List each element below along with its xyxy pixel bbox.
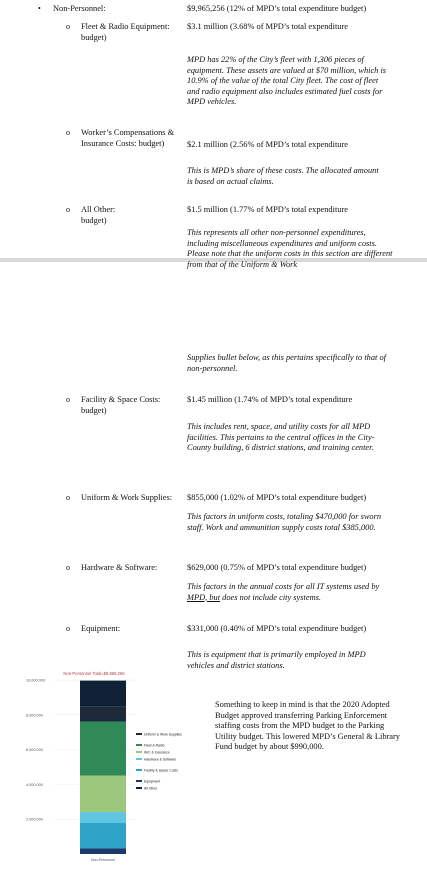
x-tick-label: Non-Personnel: [91, 858, 115, 862]
y-tick-label: 6,000,000: [26, 748, 43, 753]
sub-bullet: o: [66, 128, 70, 137]
item-amount-fleet: $3.1 million (3.68% of MPD’s total expenditure: [187, 22, 348, 31]
budget-note: Something to keep in mind is that the 2020 Adopted Budget approved transferring Parking Enforcement staffing costs from the MPD budget to the Parking Utility budget. This lowered MPD’s General & Library Fund budget by about $990,000.: [215, 700, 400, 752]
item-desc-facility: This includes rent, space, and utility costs for all MPD facilities. This pertains to the central offices in the City-County building, 6 district stations, and training center.: [187, 422, 375, 453]
item-desc-equipment: This is equipment that is primarily employed in MPD vehicles and district stations.: [187, 650, 366, 670]
bar-segment: [80, 707, 126, 722]
bar-segment: [80, 848, 126, 854]
item-amount-nonpersonnel: $9,965,256 (12% of MPD’s total expenditure budget): [187, 4, 367, 13]
item-desc-uniform: This factors in uniform costs, totaling $470,000 for sworn staff. Work and ammunition supply costs total $385,000.: [187, 512, 382, 532]
sub-bullet: o: [66, 563, 70, 572]
legend-label: All Other: [144, 786, 158, 791]
legend-label: Hardware & Software: [144, 757, 177, 762]
sub-bullet: o: [66, 395, 70, 404]
bar-segment: [80, 776, 126, 813]
item-desc-all-other-cont: Supplies bullet below, as this pertains specifically to that of non-personnel.: [187, 353, 386, 373]
item-label-fleet: Fleet & Radio Equipment: budget): [81, 22, 170, 42]
chart-title: Non-Personnel Total=$9,965,256: [63, 671, 125, 676]
y-tick-label: 8,000,000: [26, 713, 43, 718]
legend-label: W/C & Insurance: [144, 750, 170, 755]
legend-label: Fleet & Radio: [144, 743, 165, 748]
bullet: •: [38, 4, 41, 13]
sub-bullet: o: [66, 22, 70, 31]
sub-bullet: o: [66, 205, 70, 214]
chart-svg: [24, 668, 184, 868]
y-tick-label: 4,000,000: [26, 782, 43, 787]
item-desc-fleet: MPD has 22% of the City’s fleet with 1,306 pieces of equipment. These assets are valued at $70 million, which is 10.9% of the value of the total City fleet. The cost of fleet and radio equipment also includes estimated fuel costs for MPD vehicles.: [187, 55, 387, 107]
legend-label: Equipment: [144, 779, 161, 784]
item-amount-workers-comp: $2.1 million (2.56% of MPD’s total expenditure: [187, 140, 348, 149]
legend-label: Facility & Space Costs: [144, 768, 178, 773]
item-amount-all-other: $1.5 million (1.77% of MPD’s total expenditure: [187, 205, 348, 214]
item-desc-workers-comp: This is MPD’s share of these costs. The allocated amount is based on actual claims.: [187, 166, 379, 186]
item-label-hardware: Hardware & Software:: [81, 563, 158, 572]
item-amount-uniform: $855,000 (1.02% of MPD’s total expenditure budget): [187, 493, 367, 502]
document-page-1: [0, 0, 427, 258]
item-label-all-other: All Other: budget): [81, 205, 116, 225]
item-label-nonpersonnel: Non-Personnel:: [53, 4, 106, 13]
non-personnel-chart: [24, 668, 184, 868]
sub-bullet: o: [66, 624, 70, 633]
item-desc-all-other: This represents all other non-personnel expenditures, including miscellaneous expenditures and uniform costs. Please note that the uniform costs in this section are different from that of the Uniform & Work: [187, 228, 393, 269]
item-label-workers-comp: Worker’s Compensations & Insurance Costs: budget): [81, 128, 175, 148]
item-amount-hardware: $629,000 (0.75% of MPD’s total expenditure budget): [187, 563, 367, 572]
bar-segment: [80, 722, 126, 776]
bar-segment: [80, 823, 126, 848]
bar-segment: [80, 681, 126, 707]
item-desc-hardware: This factors in the annual costs for all IT systems used by MPD, but does not include city systems.: [187, 582, 380, 602]
bar-segment: [80, 812, 126, 823]
legend-label: Uniform & Work Supplies: [144, 732, 182, 737]
item-label-facility: Facility & Space Costs: budget): [81, 395, 161, 415]
item-label-uniform: Uniform & Work Supplies:: [81, 493, 173, 502]
sub-bullet: o: [66, 493, 70, 502]
item-amount-equipment: $331,000 (0.40% of MPD’s total expenditure budget): [187, 624, 367, 633]
y-tick-label: 2,000,000: [26, 817, 43, 822]
y-tick-label: 10,000,000: [26, 678, 46, 683]
item-label-equipment: Equipment:: [81, 624, 121, 633]
item-amount-facility: $1.45 million (1.74% of MPD’s total expenditure: [187, 395, 353, 404]
